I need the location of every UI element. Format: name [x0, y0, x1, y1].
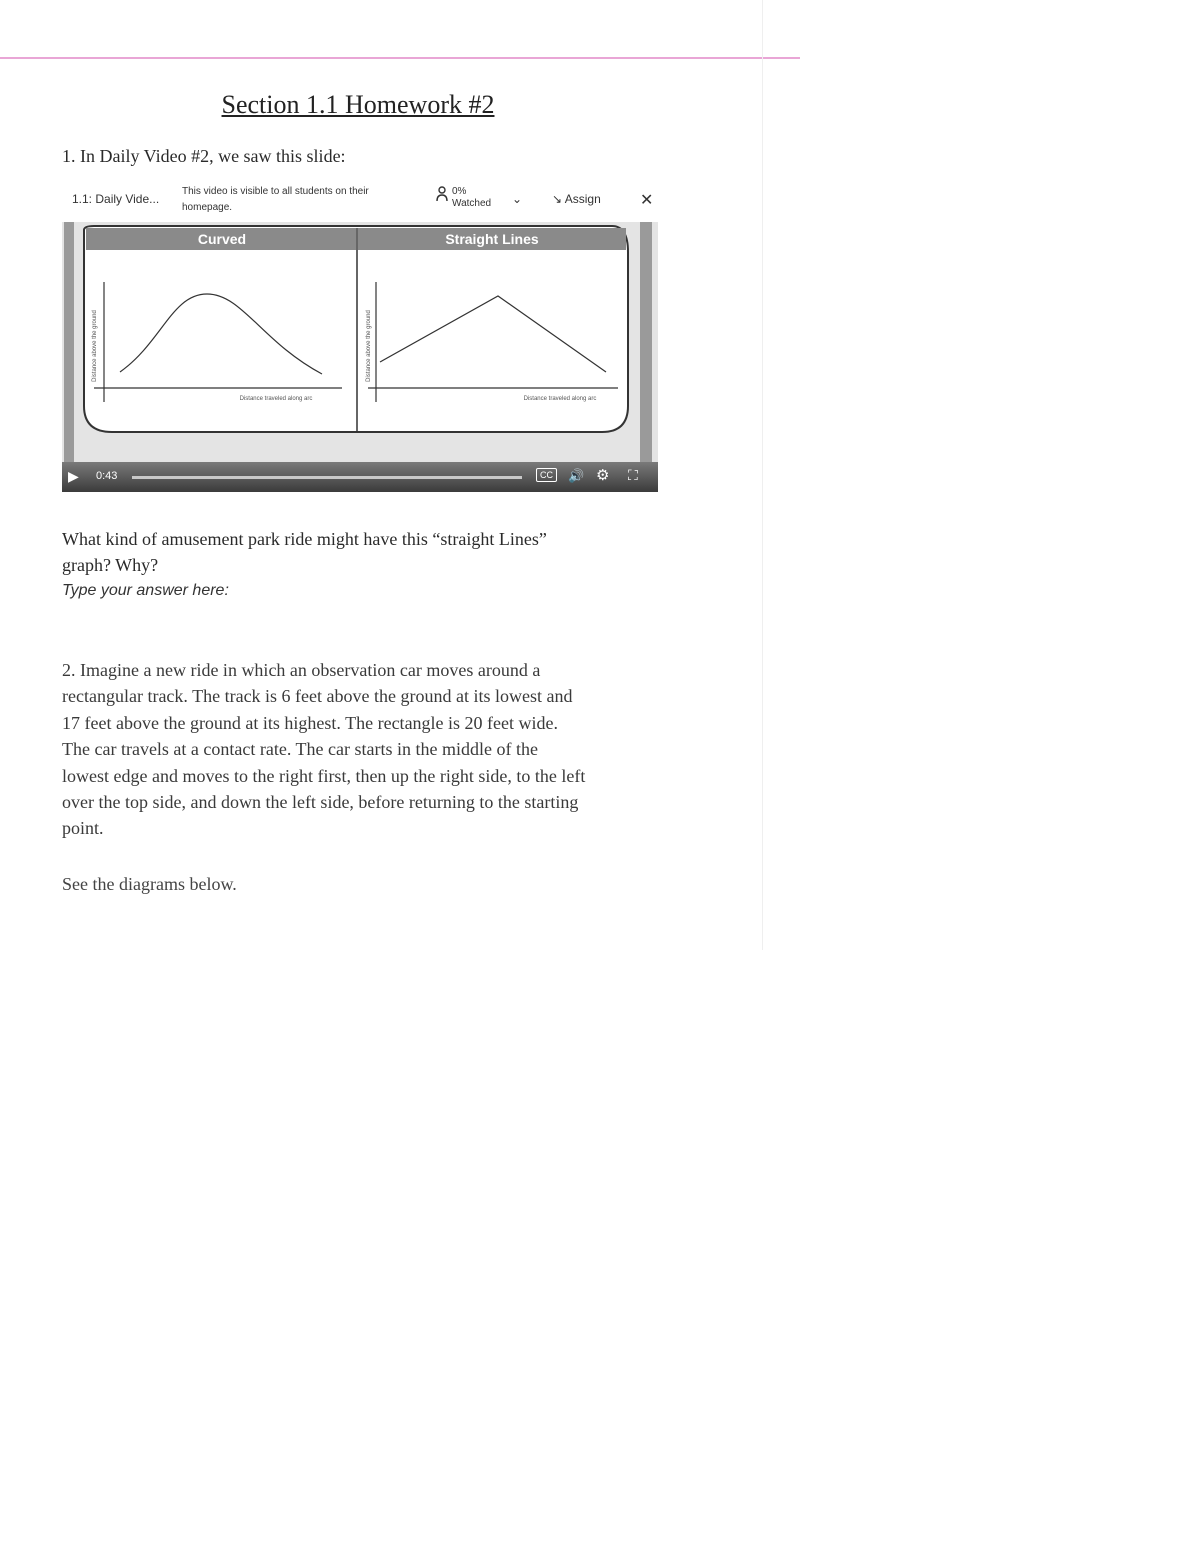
assign-label: Assign — [564, 192, 601, 206]
page-title: Section 1.1 Homework #2 — [221, 90, 495, 119]
question-2-line: 2. Imagine a new ride in which an observation car moves around a — [62, 660, 541, 680]
answer-prompt[interactable]: Type your answer here: — [62, 582, 229, 599]
left-x-label: Distance traveled along arc — [239, 396, 313, 402]
question-2-line: The car travels at a contact rate. The car starts in the middle of the — [62, 739, 538, 760]
visibility-note: This video is visible to all students on their homepage. — [182, 186, 369, 213]
question-2-line: rectangular track. The track is 6 feet above the ground at its lowest and — [62, 686, 573, 707]
question-1-line: What kind of amusement park ride might have this “straight Lines” — [62, 529, 547, 549]
question-2-line: 17 feet above the ground at its highest. The rectangle is 20 feet wide. — [62, 712, 559, 733]
question-2-line: lowest edge and moves to the right first, then up the right side, to the left — [62, 765, 586, 786]
question-2-line: over the top side, and down the left side, before returning to the starting — [62, 792, 579, 813]
close-icon[interactable]: ✕ — [640, 192, 654, 209]
slide-graphic — [62, 222, 658, 462]
question-1-text — [62, 526, 622, 579]
fullscreen-icon[interactable]: ⛶ — [628, 467, 638, 483]
question-2-text — [62, 657, 662, 842]
gear-icon[interactable]: ⚙ — [596, 467, 610, 484]
question-1-line: graph? Why? — [62, 555, 159, 576]
video-title[interactable]: 1.1: Daily Vide... — [72, 192, 160, 206]
play-icon[interactable]: ▶ — [68, 468, 79, 484]
video-screenshot — [62, 178, 658, 494]
player-controls — [62, 462, 658, 492]
watched-percent: 0% — [452, 186, 467, 197]
right-x-label: Distance traveled along arc — [523, 396, 597, 402]
person-icon — [436, 186, 448, 202]
watched-label: Watched — [452, 198, 492, 209]
video-time: 0:43 — [96, 470, 118, 482]
cc-button[interactable]: CC — [536, 468, 557, 482]
question-1-intro: 1. In Daily Video #2, we saw this slide: — [62, 146, 346, 166]
scan-edge — [762, 0, 763, 950]
panel-left-title: Curved — [197, 231, 247, 247]
right-y-label: Distance above the ground — [366, 310, 372, 382]
question-2-line: point. — [62, 818, 104, 839]
left-y-label: Distance above the ground — [92, 310, 98, 382]
video-header — [62, 178, 658, 222]
volume-icon[interactable]: 🔊 — [568, 468, 585, 483]
video-frame[interactable] — [62, 222, 658, 494]
progress-track[interactable] — [132, 476, 522, 479]
assign-icon: ↘ — [552, 192, 563, 206]
watched-status — [436, 186, 491, 210]
assign-button[interactable] — [552, 192, 601, 206]
watched-text — [452, 186, 491, 210]
header-rule — [0, 57, 800, 59]
panel-right-title: Straight Lines — [445, 231, 539, 247]
see-diagrams-note: See the diagrams below. — [62, 874, 237, 894]
chevron-down-icon[interactable]: ⌄ — [512, 192, 523, 206]
